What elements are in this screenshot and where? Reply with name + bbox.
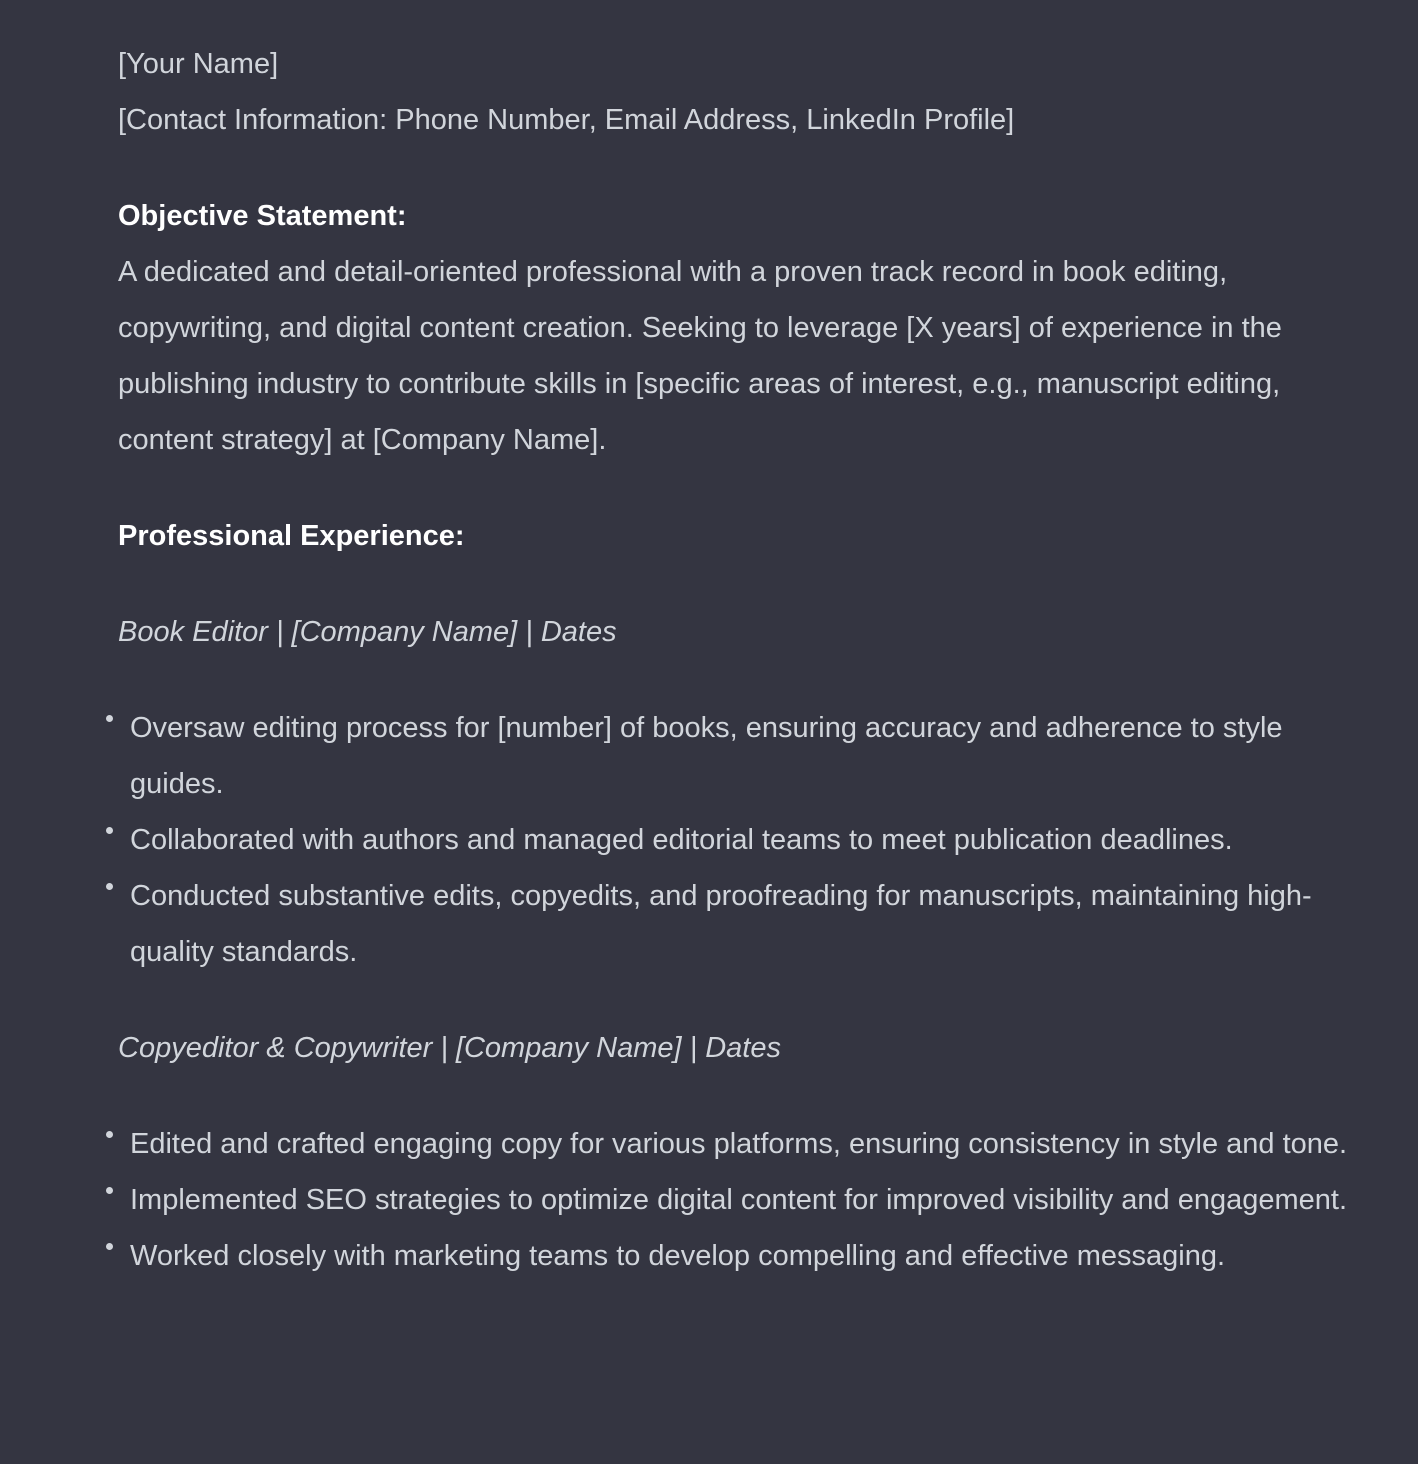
objective-section: [118, 188, 1378, 468]
contact-name: [Your Name]: [118, 48, 279, 80]
bullet-item: Oversaw editing process for [number] of books, ensuring accuracy and adherence to style guides.: [118, 700, 1378, 812]
contact-info: [Contact Information: Phone Number, Email Address, LinkedIn Profile]: [118, 104, 1015, 136]
role-title: Book Editor | [Company Name] | Dates: [118, 616, 617, 648]
role-bullets: [118, 700, 1378, 980]
contact-block: [118, 36, 1378, 148]
bullet-item: Conducted substantive edits, copyedits, and proofreading for manuscripts, maintaining high-quality standards.: [118, 868, 1378, 980]
bullet-item: Edited and crafted engaging copy for various platforms, ensuring consistency in style and tone.: [118, 1116, 1378, 1172]
bullet-item: Implemented SEO strategies to optimize digital content for improved visibility and engagement.: [118, 1172, 1378, 1228]
experience-section: [118, 508, 1378, 1284]
bullet-item: Collaborated with authors and managed editorial teams to meet publication deadlines.: [118, 812, 1378, 868]
experience-heading: Professional Experience:: [118, 520, 465, 552]
message-content: [118, 36, 1378, 1284]
objective-heading: Objective Statement:: [118, 200, 407, 232]
bullet-item: Worked closely with marketing teams to develop compelling and effective messaging.: [118, 1228, 1378, 1284]
role-title: Copyeditor & Copywriter | [Company Name] | Dates: [118, 1032, 781, 1064]
role-bullets: [118, 1116, 1378, 1284]
objective-text: A dedicated and detail-oriented professional with a proven track record in book editing, copywriting, and digital content creation. Seeking to leverage [X years] of experience in the publishing industry to contribute skills in [specific areas of interest, e.g., manuscript editing, content strategy] at [Company Name].: [118, 256, 1282, 456]
